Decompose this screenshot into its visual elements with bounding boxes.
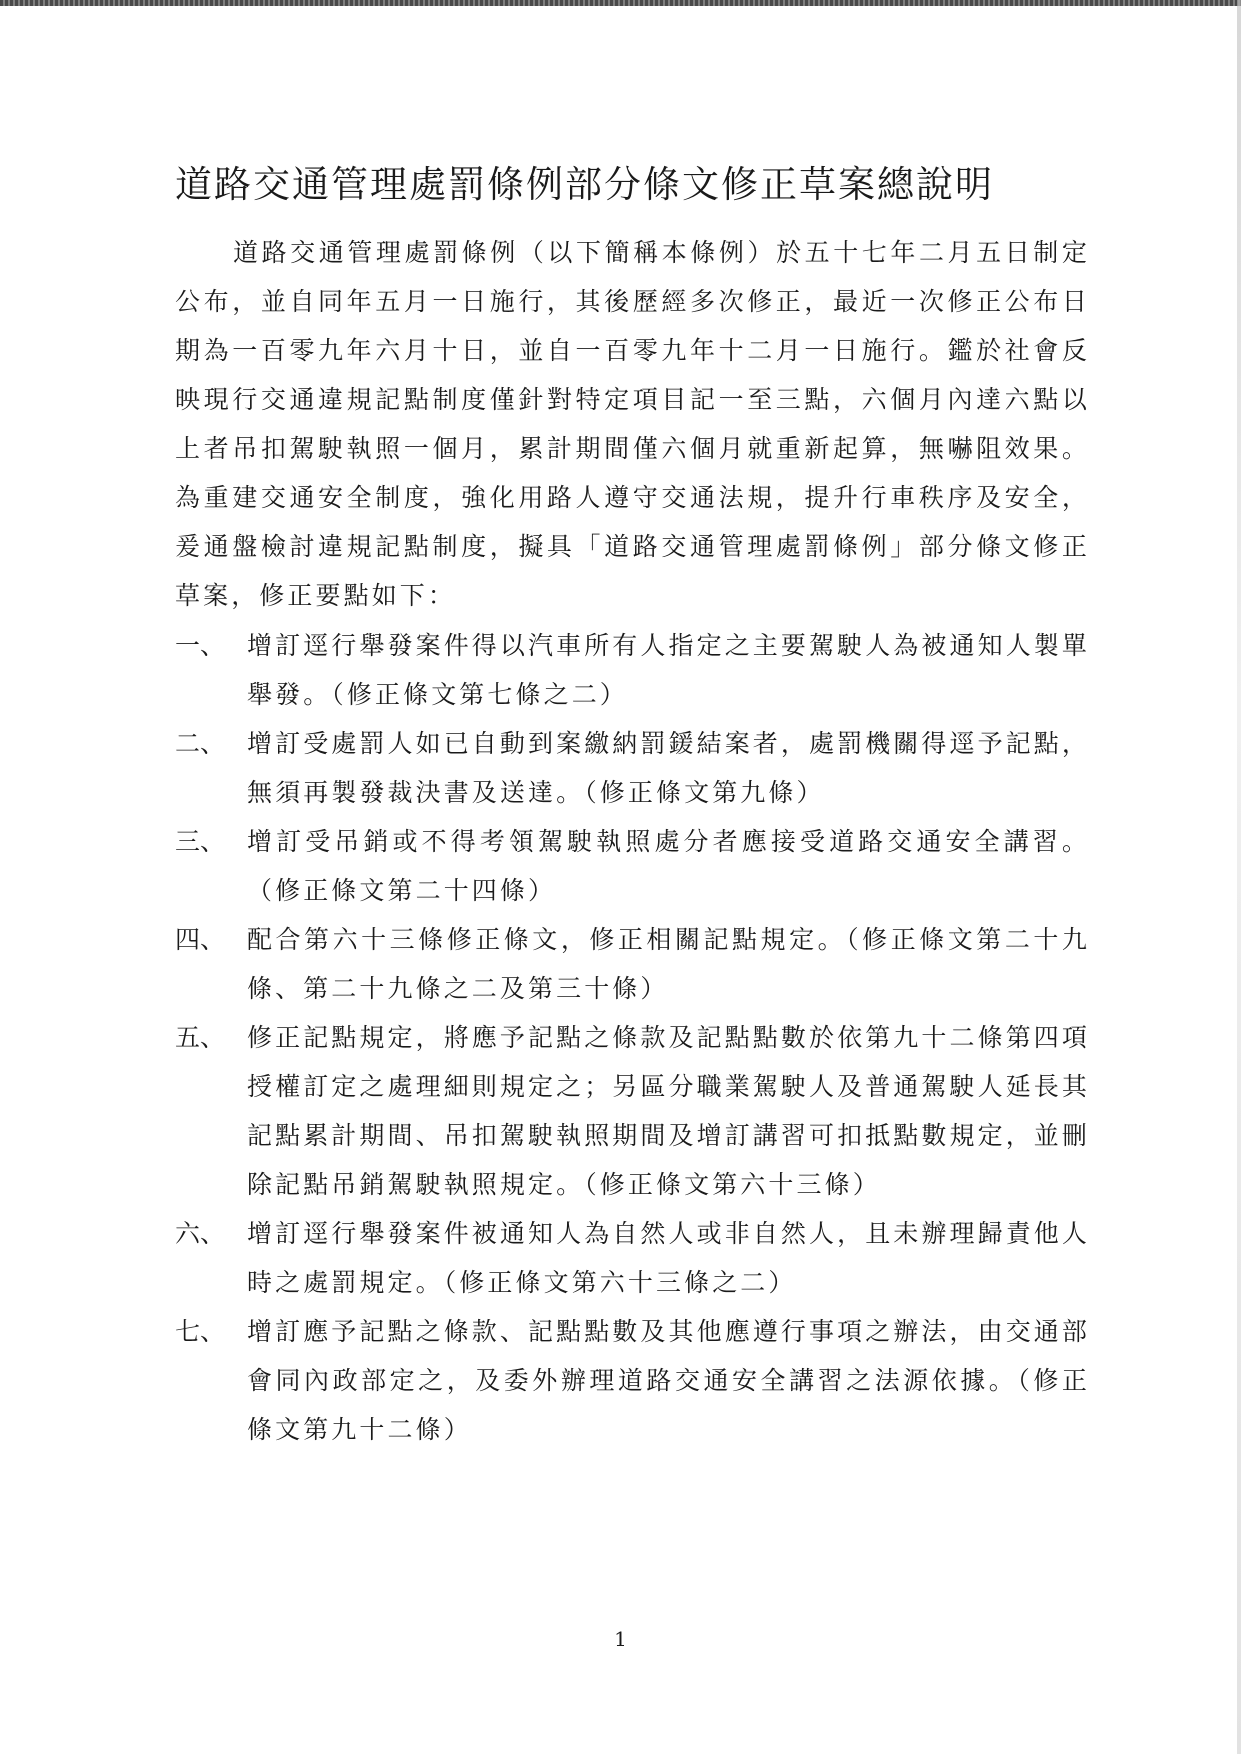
point-text: 增訂受吊銷或不得考領駕駛執照處分者應接受道路交通安全講習。（修正條文第二十四條）	[247, 827, 1090, 905]
amendment-point	[175, 915, 1090, 1013]
amendment-points-list	[175, 621, 1090, 1454]
point-marker: 五、	[175, 1023, 226, 1052]
point-text: 增訂受處罰人如已自動到案繳納罰鍰結案者，處罰機關得逕予記點，無須再製發裁決書及送達。（修正條文第九條）	[247, 729, 1091, 807]
point-marker: 二、	[175, 729, 226, 758]
intro-paragraph: 道路交通管理處罰條例（以下簡稱本條例）於五十七年二月五日制定公布，並自同年五月一日施行，其後歷經多次修正，最近一次修正公布日期為一百零九年六月十日，並自一百零九年十二月一日施行。鑑於社會反映現行交通違規記點制度僅針對特定項目記一至三點，六個月內達六點以上者吊扣駕駛執照一個月，累計期間僅六個月就重新起算，無嚇阻效果。為重建交通安全制度，強化用路人遵守交通法規，提升行車秩序及安全，爰通盤檢討違規記點制度，擬具「道路交通管理處罰條例」部分條文修正草案，修正要點如下：	[175, 238, 1090, 610]
page-number: 1	[614, 1627, 627, 1651]
point-text: 增訂應予記點之條款、記點點數及其他應遵行事項之辦法，由交通部會同內政部定之，及委外辦理道路交通安全講習之法源依據。（修正條文第九十二條）	[247, 1317, 1091, 1444]
point-text: 修正記點規定，將應予記點之條款及記點點數於依第九十二條第四項授權訂定之處理細則規定之；另區分職業駕駛人及普通駕駛人延長其記點累計期間、吊扣駕駛執照期間及增訂講習可扣抵點數規定，並刪除記點吊銷駕駛執照規定。（修正條文第六十三條）	[247, 1023, 1091, 1199]
point-marker: 四、	[175, 925, 226, 954]
point-marker: 三、	[175, 827, 226, 856]
amendment-point	[175, 621, 1090, 719]
document-body	[175, 160, 1090, 1454]
point-marker: 七、	[175, 1317, 226, 1346]
scan-edge-right	[1237, 0, 1241, 1754]
point-text: 增訂逕行舉發案件被通知人為自然人或非自然人，且未辦理歸責他人時之處罰規定。（修正條文第六十三條之二）	[247, 1219, 1091, 1297]
point-text: 增訂逕行舉發案件得以汽車所有人指定之主要駕駛人為被通知人製單舉發。（修正條文第七條之二）	[247, 631, 1091, 709]
point-marker: 一、	[175, 631, 226, 660]
scan-edge-top	[0, 0, 1241, 6]
amendment-point	[175, 1209, 1090, 1307]
amendment-point	[175, 1013, 1090, 1209]
point-text: 配合第六十三條修正條文，修正相關記點規定。（修正條文第二十九條、第二十九條之二及第三十條）	[247, 925, 1090, 1003]
point-marker: 六、	[175, 1219, 226, 1248]
amendment-point	[175, 1307, 1090, 1454]
document-title: 道路交通管理處罰條例部分條文修正草案總說明	[175, 163, 994, 206]
amendment-point	[175, 817, 1090, 915]
amendment-point	[175, 719, 1090, 817]
